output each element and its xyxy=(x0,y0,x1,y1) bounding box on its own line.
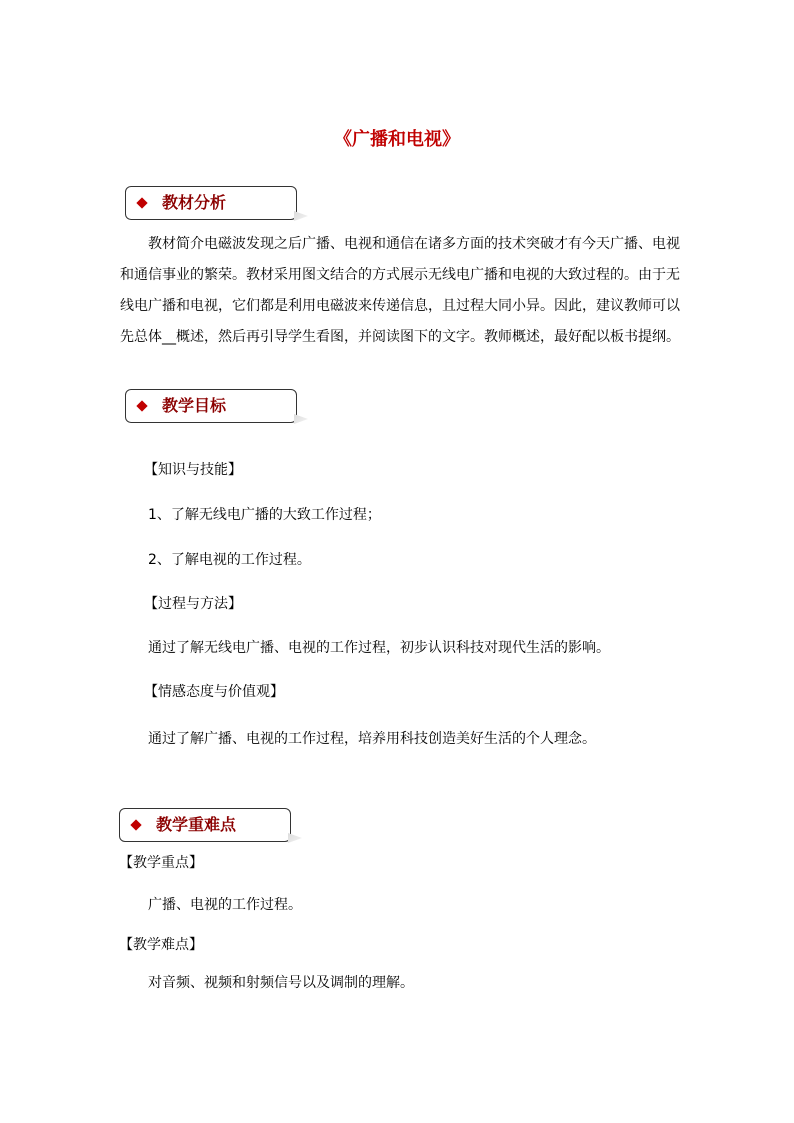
diamond-bullet-icon xyxy=(136,197,147,208)
header-shadow xyxy=(294,414,308,424)
difficulty-text: 对音频、视频和射频信号以及调制的理解。 xyxy=(148,975,414,991)
goal-item: 1、了解无线电广播的大致工作过程； xyxy=(148,507,381,523)
goal-label-knowledge: 【知识与技能】 xyxy=(144,462,242,478)
section-header-analysis xyxy=(125,186,297,220)
section-heading: 教材分析 xyxy=(162,193,227,212)
focus-label: 【教学重点】 xyxy=(119,855,203,871)
header-shadow xyxy=(288,833,302,843)
difficulty-label: 【教学难点】 xyxy=(119,937,203,953)
header-shadow xyxy=(294,211,308,221)
diamond-bullet-icon xyxy=(136,400,147,411)
goal-label-emotion: 【情感态度与价值观】 xyxy=(144,684,284,700)
diamond-bullet-icon xyxy=(130,819,141,830)
section-heading: 教学重难点 xyxy=(156,815,237,834)
goal-item: 通过了解无线电广播、电视的工作过程，初步认识科技对现代生活的影响。 xyxy=(148,640,610,656)
section-heading: 教学目标 xyxy=(162,396,227,415)
goal-label-process: 【过程与方法】 xyxy=(144,596,242,612)
section-header-goals xyxy=(125,389,297,423)
analysis-paragraph: 教材简介电磁波发现之后广播、电视和通信在诸多方面的技术突破才有今天广播、电视和通信事业的繁荣。教材采用图文结合的方式展示无线电广播和电视的大致过程的。由于无线电广播和电视，它们都是利用电磁波来传递信息，且过程大同小异。因此，建议教师可以先总体__概述，然后再引导学生看图，并阅读图下的文字。教师概述，最好配以板书提纲。 xyxy=(120,236,680,345)
focus-text: 广播、电视的工作过程。 xyxy=(148,897,302,913)
goal-item: 通过了解广播、电视的工作过程，培养用科技创造美好生活的个人理念。 xyxy=(148,731,596,747)
section-header-keypoints xyxy=(119,808,291,842)
document-title: 《广播和电视》 xyxy=(334,129,460,150)
goal-item: 2、了解电视的工作过程。 xyxy=(148,552,311,568)
